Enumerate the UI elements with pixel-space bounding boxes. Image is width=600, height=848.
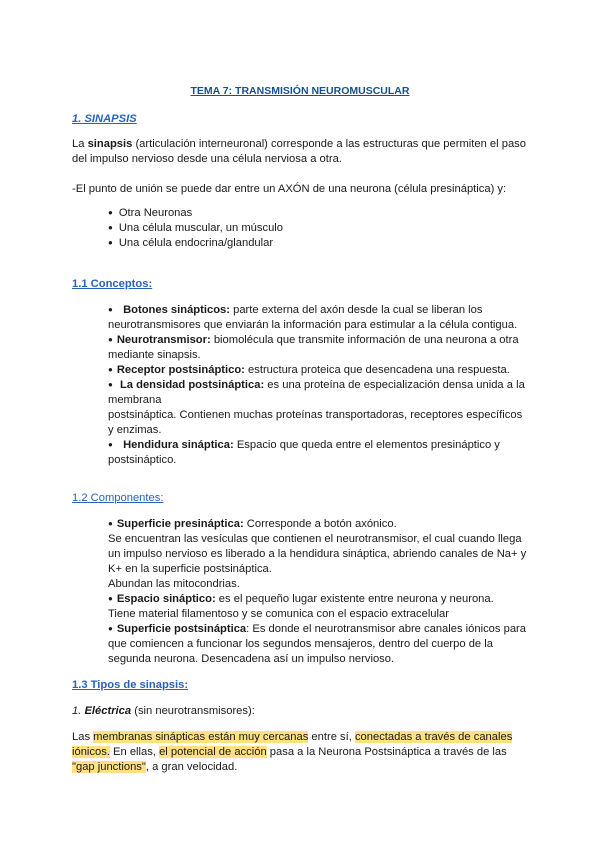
component-def: un impulso nervioso es liberado a la hendidura sináptica, abriendo canales de Na+ y (108, 548, 527, 560)
concept-def: y enzimas. (108, 424, 162, 436)
component-def: que comiencen a funcionar los segundos mensajeros, dentro del cuerpo de la (108, 638, 493, 650)
highlighted-text: conectadas a través de canales (354, 731, 513, 743)
concept-term: La densidad postsináptica: (119, 379, 265, 391)
highlighted-text: "gap junctions" (72, 761, 146, 773)
tipo-name: Eléctrica (84, 705, 132, 717)
highlighted-text: membranas sinápticas están muy cercanas (93, 731, 309, 743)
component-def: : Es donde el neurotransmisor abre canales iónicos para (246, 623, 527, 635)
component-def: Corresponde a botón axónico. (243, 518, 397, 530)
concept-def: es una proteína de especialización densa unida a la (264, 379, 525, 391)
electrica-paragraph (72, 730, 532, 775)
concept-term: Botones sinápticos: (123, 304, 230, 316)
text: , a gran velocidad. (145, 761, 238, 773)
componentes-list: ● Superficie presináptica: Corresponde a botón axónico. Se encuentran las vesículas que contienen el neurotransmisor, el cual cuando llega un impulso nervioso es liberado a la hendidura sináptica, abriendo canales de Na+ y K+ en la superficie postsináptica. Abundan las mitocondrias. ● Espacio sináptico: es el pequeño lugar existente entre neurona y neurona. Tiene material filamentoso y se comunica con el espacio extracelular ● Superficie postsináptica: Es donde el neurotransmisor abre canales iónicos para que comiencen a funcionar los segundos mensajeros, dentro del cuerpo de la segunda neurona. Desencadena así un impulso nervioso. (108, 518, 527, 665)
component-def: segunda neurona. Desencadena así un impulso nervioso. (108, 653, 395, 665)
concept-term: Hendidura sináptica: (123, 439, 234, 451)
concept-def: estructura proteica que desencadena una respuesta. (244, 364, 510, 376)
bullet-item: ● Una célula endocrina/glandular (108, 236, 273, 251)
text: entre sí, (308, 731, 355, 743)
union-paragraph: -El punto de unión se puede dar entre un AXÓN de una neurona (célula presináptica) y: (72, 183, 507, 195)
concept-def: biomolécula que transmite información de una neurona a otra (210, 334, 519, 346)
component-def: K+ en la superficie postsináptica. (108, 563, 272, 575)
sinapsis-definition (72, 137, 532, 167)
component-term: Espacio sináptico: (116, 593, 216, 605)
component-def: Se encuentran las vesículas que contienen el neurotransmisor, el cual cuando llega (108, 533, 522, 545)
concept-term: Neurotransmisor: (116, 334, 211, 346)
concept-def: postsináptica. Contienen muchas proteínas transportadoras, receptores específicos (108, 409, 523, 421)
component-def: Abundan las mitocondrias. (108, 578, 240, 590)
bullet-item: ● Otra Neuronas (108, 206, 192, 221)
bullet-item: ● Una célula muscular, un músculo (108, 221, 283, 236)
concept-def: postsináptico. (108, 454, 177, 466)
intro-text-line2: del impulso nervioso desde una célula nerviosa a otra. (72, 153, 342, 165)
highlighted-text: iónicos. (72, 746, 110, 758)
page-title: TEMA 7: TRANSMISIÓN NEUROMUSCULAR (190, 85, 410, 97)
component-def: Tiene material filamentoso y se comunica con el espacio extracelular (108, 608, 449, 620)
highlighted-text: el potencial de acción (159, 746, 267, 758)
concept-def: mediante sinapsis. (108, 349, 201, 361)
tipo-desc: (sin neurotransmisores): (131, 705, 255, 717)
component-term: Superficie postsináptica (116, 623, 247, 635)
concept-def: neurotransmisores que enviarán la información para estimular a la célula contigua. (108, 319, 518, 331)
conceptos-list: ● Botones sinápticos: parte externa del axón desde la cual se liberan los neurotransmisores que enviarán la información para estimular a la célula contigua. ● Neurotransmisor: biomolécula que transmite información de una neurona a otra mediante sinapsis. ● Receptor postsináptico: estructura proteica que desencadena una respuesta. ● La densidad postsináptica: es una proteína de especialización densa unida a la membrana postsináptica. Contienen muchas proteínas transportadoras, receptores específicos y enzimas. ● Hendidura sináptica: Espacio que queda entre el elementos presináptico y postsináptico. (108, 303, 528, 468)
section-1-1-heading: 1.1 Conceptos: (72, 278, 153, 290)
tipo-electrica (72, 704, 532, 719)
section-1-heading: 1. SINAPSIS (72, 113, 137, 125)
intro-text-cont: (articulación interneuronal) corresponde a las estructuras que permiten el paso (132, 138, 526, 150)
text: pasa a la Neurona Postsináptica a través de las (266, 746, 507, 758)
text: En ellas, (109, 746, 160, 758)
component-def: es el pequeño lugar existente entre neurona y neurona. (215, 593, 494, 605)
section-1-3-heading: 1.3 Tipos de sinapsis: (72, 679, 189, 691)
concept-def: membrana (108, 394, 162, 406)
concept-def: parte externa del axón desde la cual se liberan los (229, 304, 483, 316)
section-1-2-heading: 1.2 Componentes: (72, 492, 164, 504)
intro-text: La (72, 138, 88, 150)
intro-term: sinapsis (87, 138, 133, 150)
text: Las (72, 731, 94, 743)
concept-term: Receptor postsináptico: (116, 364, 245, 376)
tipo-number: 1. (72, 705, 85, 717)
component-term: Superficie presináptica: (116, 518, 244, 530)
concept-def: Espacio que queda entre el elementos presináptico y (233, 439, 500, 451)
